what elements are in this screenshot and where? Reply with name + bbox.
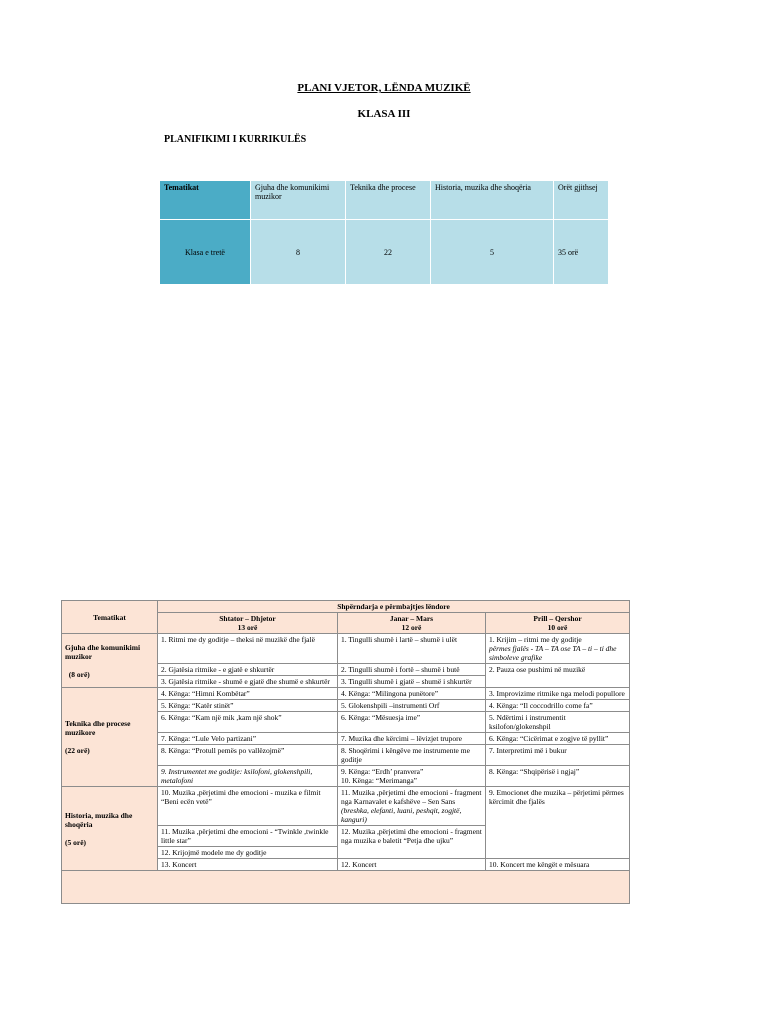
empty-row	[62, 871, 630, 904]
theme-hours: (5 orë)	[65, 837, 87, 847]
topic-cell: 6. Kënga: “Kam një mik ,kam një shok”	[158, 712, 338, 733]
period-header	[158, 613, 338, 634]
topic-text: 9. Kënga: “Erdh’ pranvera”	[341, 767, 424, 776]
period-header	[486, 613, 630, 634]
topic-cell: 5. Ndërtimi i instrumentit ksilofon/glokenshpil	[486, 712, 630, 733]
summary-header-cell: Orët gjithsej	[554, 181, 609, 220]
topic-cell: 4. Kënga: “Il coccodrillo come fa”	[486, 700, 630, 712]
topic-cell: 4. Kënga: “Himni Kombëtar”	[158, 688, 338, 700]
distribution-table	[61, 600, 630, 904]
summary-table	[159, 180, 609, 285]
topic-cell: 9. Emocionet dhe muzika – përjetimi përmes kërcimit dhe fjalës	[486, 787, 630, 859]
topic-cell	[338, 766, 486, 787]
topic-cell: 3. Improvizime ritmike nga melodi popullore	[486, 688, 630, 700]
theme-name: Historia, muzika dhe shoqëria	[65, 810, 133, 829]
topic-cell: 8. Shoqërimi i këngëve me instrumente me goditje	[338, 745, 486, 766]
topic-cell: 10. Koncert me këngët e mësuara	[486, 859, 630, 871]
theme-hours: (22 orë)	[65, 746, 90, 755]
topic-cell	[486, 634, 630, 664]
theme-cell	[62, 787, 158, 871]
period-hours: 10 orë	[547, 623, 568, 632]
summary-value: 22	[346, 220, 431, 285]
topic-cell: 11. Muzika ,përjetimi dhe emocioni - “Twinkle ,twinkle little star”	[158, 826, 338, 847]
topic-cell: 1. Tingulli shumë i lartë – shumë i ulët	[338, 634, 486, 664]
theme-cell	[62, 688, 158, 787]
period-hours: 12 orë	[401, 623, 422, 632]
period-hours: 13 orë	[237, 623, 258, 632]
summary-header-cell: Gjuha dhe komunikimi muzikor	[251, 181, 346, 220]
distribution-title: Shpërndarja e përmbajtjes lëndore	[158, 601, 630, 613]
summary-header-cell: Teknika dhe procese	[346, 181, 431, 220]
topic-cell: 5. Kënga: “Katër stinët”	[158, 700, 338, 712]
period-name: Janar – Mars	[389, 614, 434, 623]
topic-cell: 7. Interpretimi më i bukur	[486, 745, 630, 766]
topic-cell: 8. Kënga: “Protull pemës po vallëzojmë”	[158, 745, 338, 766]
theme-cell	[62, 634, 158, 688]
topic-cell: 9. Instrumentet me goditje: ksilofoni, glokenshpili, metalofoni	[158, 766, 338, 787]
period-name: Shtator – Dhjetor	[219, 614, 276, 623]
topic-cell: 12. Muzika ,përjetimi dhe emocioni - fragment nga muzika e baletit “Petja dhe ujku”	[338, 826, 486, 859]
topic-cell: 2. Tingulli shumë i fortë – shumë i butë	[338, 664, 486, 676]
topic-text: 10. Kënga: “Merimanga”	[341, 776, 418, 785]
topic-cell: 12. Koncert	[338, 859, 486, 871]
section-title: PLANIFIKIMI I KURRIKULËS	[164, 134, 307, 145]
main-title: PLANI VJETOR, LËNDA MUZIKË	[297, 82, 471, 94]
period-name: Prill – Qershor	[533, 614, 582, 623]
theme-name: Teknika dhe procese muzikore	[65, 719, 131, 737]
topic-cell: 13. Koncert	[158, 859, 338, 871]
summary-value: 5	[431, 220, 554, 285]
topic-text: përmes fjalës - TA – TA ose TA – ti – ti dhe simboleve grafike	[489, 644, 617, 662]
topic-cell: 1. Ritmi me dy goditje – theksi në muzikë dhe fjalë	[158, 634, 338, 664]
topic-cell: 3. Tingulli shumë i gjatë – shumë i shkurtër	[338, 676, 486, 688]
topic-text: 11. Muzika ,përjetimi dhe emocioni - fragment nga Karnavalet e kafshëve – Sen Sans	[341, 788, 482, 806]
topic-cell: 4. Kënga: “Milingona punëtore”	[338, 688, 486, 700]
summary-header-cell: Tematikat	[160, 181, 251, 220]
topic-cell: 7. Kënga: “Lule Velo partizani”	[158, 733, 338, 745]
summary-header-cell: Historia, muzika dhe shoqëria	[431, 181, 554, 220]
theme-name: Gjuha dhe komunikimi muzikor	[65, 642, 141, 661]
themes-header: Tematikat	[62, 601, 158, 634]
topic-cell: 2. Pauza ose pushimi në muzikë	[486, 664, 630, 688]
class-title: KLASA III	[357, 108, 411, 120]
topic-cell: 2. Gjatësia ritmike - e gjatë e shkurtër	[158, 664, 338, 676]
topic-cell: 10. Muzika ,përjetimi dhe emocioni - muzika e filmit “Beni ecën vetë”	[158, 787, 338, 826]
topic-cell: 5. Glokenshpili –instrumenti Orf	[338, 700, 486, 712]
topic-cell: 3. Gjatësia ritmike - shumë e gjatë dhe shumë e shkurtër	[158, 676, 338, 688]
summary-value: 8	[251, 220, 346, 285]
summary-value: 35 orë	[554, 220, 609, 285]
topic-cell: 7. Muzika dhe kërcimi – lëvizjet trupore	[338, 733, 486, 745]
topic-text: 1. Krijim – ritmi me dy goditje	[489, 635, 582, 644]
topic-cell: 6. Kënga: “Cicërimat e zogjve të pyllit”	[486, 733, 630, 745]
topic-cell	[338, 787, 486, 826]
topic-cell: 12. Krijojmë modele me dy goditje	[158, 847, 338, 859]
theme-hours: (8 orë)	[68, 669, 90, 679]
summary-row-label: Klasa e tretë	[160, 220, 251, 285]
topic-cell: 6. Kënga: “Mësuesja ime”	[338, 712, 486, 733]
topic-cell: 8. Kënga: “Shqipërisë i ngjaj”	[486, 766, 630, 787]
topic-text: (breshka, elefanti, luani, peshqit, zogjtë, kanguri)	[341, 806, 462, 824]
period-header	[338, 613, 486, 634]
